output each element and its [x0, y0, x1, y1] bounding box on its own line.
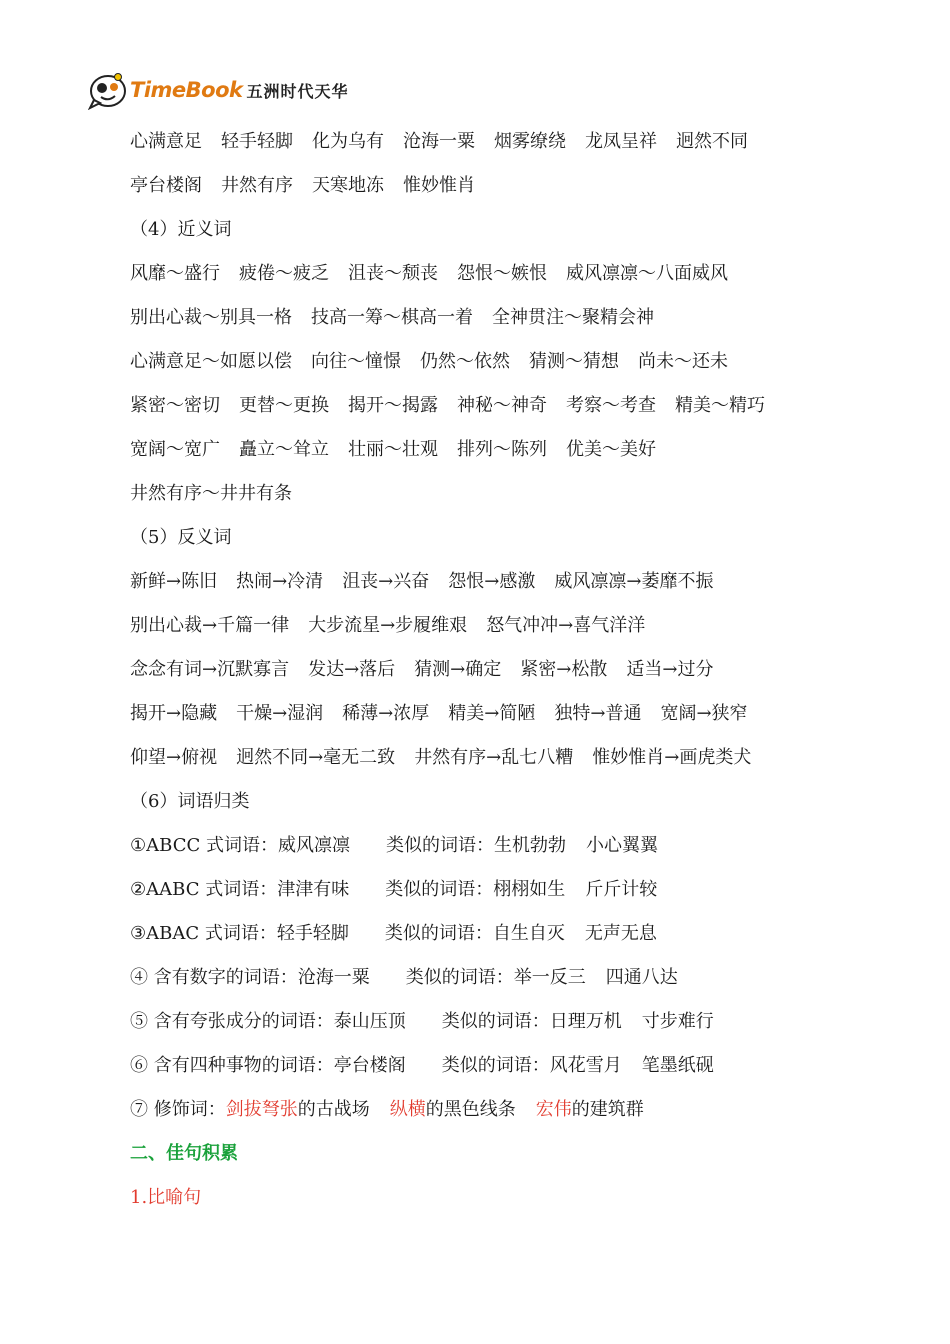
word-item: 稀薄→浓厚 — [342, 703, 430, 724]
word-item: 排列～陈列 — [457, 439, 547, 460]
word-item: 考察～考查 — [566, 395, 656, 416]
word-item: 宽阔→狭窄 — [660, 703, 748, 724]
word-item: 别出心裁～别具一格 — [130, 307, 292, 328]
timebook-logo-icon — [88, 70, 128, 110]
word-item: 干燥→湿润 — [236, 703, 324, 724]
modifier-rest-2: 的黑色线条 — [425, 1099, 516, 1120]
category-extra: 小心翼翼 — [585, 835, 658, 856]
vocabulary-lines — [130, 120, 830, 824]
word-item: 宽阔～宽广 — [130, 439, 220, 460]
text-line — [130, 252, 830, 296]
category-extra: 斤斤计较 — [585, 879, 658, 900]
word-item: 风靡～盛行 — [130, 263, 220, 284]
subheading-line: （5）反义词 — [130, 527, 232, 548]
category-label: ⑥ 含有四种事物的词语：亭台楼阁 — [130, 1055, 406, 1076]
word-item: 仰望→俯视 — [130, 747, 218, 768]
word-item: 发达→落后 — [308, 659, 396, 680]
word-item: 威风凛凛～八面威风 — [566, 263, 728, 284]
word-item: 怒气冲冲→喜气洋洋 — [486, 615, 646, 636]
word-item: 别出心裁→千篇一律 — [130, 615, 290, 636]
word-item: 惟妙惟肖→画虎类犬 — [592, 747, 752, 768]
category-similar: 类似的词语：风花雪月 — [441, 1055, 622, 1076]
category-extra: 四通八达 — [605, 967, 678, 988]
word-item: 迥然不同→毫无二致 — [236, 747, 396, 768]
category-lines — [130, 824, 830, 1088]
word-item: 揭开～揭露 — [348, 395, 438, 416]
word-item: 壮丽～壮观 — [348, 439, 438, 460]
word-item: 念念有词→沉默寡言 — [130, 659, 290, 680]
text-line — [130, 340, 830, 384]
text-line — [130, 384, 830, 428]
text-line — [130, 296, 830, 340]
word-item: 独特→普通 — [554, 703, 642, 724]
word-item: 井然有序→乱七八糟 — [414, 747, 574, 768]
text-line — [130, 472, 830, 516]
word-item: 大步流星→步履维艰 — [308, 615, 468, 636]
word-item: 心满意足～如愿以偿 — [130, 351, 292, 372]
word-item: 全神贯注～聚精会神 — [492, 307, 654, 328]
category-label: ①ABCC 式词语：威风凛凛 — [130, 835, 350, 856]
word-item: 迥然不同 — [676, 131, 748, 152]
category-extra: 寸步难行 — [641, 1011, 714, 1032]
word-item: 猜测→确定 — [414, 659, 502, 680]
category-line — [130, 1044, 830, 1088]
modifier-red-2: 纵横 — [389, 1099, 426, 1120]
category-line — [130, 912, 830, 956]
word-item: 紧密→松散 — [520, 659, 608, 680]
modifier-red-1: 剑拔弩张 — [225, 1099, 298, 1120]
brand-name: TimeBook — [130, 78, 243, 102]
category-extra: 无声无息 — [584, 923, 657, 944]
category-line — [130, 1000, 830, 1044]
modifier-prefix: ⑦ 修饰词： — [130, 1099, 226, 1120]
word-item: 优美～美好 — [566, 439, 656, 460]
word-item: 仍然～依然 — [420, 351, 510, 372]
word-item: 烟雾缭绕 — [494, 131, 566, 152]
category-extra: 笔墨纸砚 — [641, 1055, 714, 1076]
category-line — [130, 868, 830, 912]
subheading-line: （6）词语归类 — [130, 791, 250, 812]
word-item: 井然有序～井井有条 — [130, 483, 292, 504]
word-item: 精美～精巧 — [675, 395, 765, 416]
text-line — [130, 648, 830, 692]
word-item: 猜测～猜想 — [529, 351, 619, 372]
category-label: ⑤ 含有夸张成分的词语：泰山压顶 — [130, 1011, 406, 1032]
word-item: 轻手轻脚 — [221, 131, 293, 152]
category-label: ②AABC 式词语：津津有味 — [130, 879, 350, 900]
word-item: 紧密～密切 — [130, 395, 220, 416]
category-label: ③ABAC 式词语：轻手轻脚 — [130, 923, 349, 944]
word-item: 精美→简陋 — [448, 703, 536, 724]
category-similar: 类似的词语：自生自灭 — [384, 923, 565, 944]
word-item: 技高一筹～棋高一着 — [311, 307, 473, 328]
text-line — [130, 120, 830, 164]
modifier-red-3: 宏伟 — [535, 1099, 572, 1120]
word-item: 热闹→冷清 — [236, 571, 324, 592]
text-line — [130, 692, 830, 736]
word-item: 适当→过分 — [626, 659, 714, 680]
subsection-heading: 1.比喻句 — [130, 1187, 202, 1208]
word-item: 更替～更换 — [239, 395, 329, 416]
word-item: 向往～憧憬 — [311, 351, 401, 372]
word-item: 神秘～神奇 — [457, 395, 547, 416]
modifier-rest-1: 的古战场 — [297, 1099, 370, 1120]
word-item: 龙凤呈祥 — [585, 131, 657, 152]
word-item: 亭台楼阁 — [130, 175, 202, 196]
word-item: 新鲜→陈旧 — [130, 571, 218, 592]
word-item: 惟妙惟肖 — [403, 175, 475, 196]
category-line — [130, 956, 830, 1000]
text-line — [130, 736, 830, 780]
word-item: 沮丧→兴奋 — [342, 571, 430, 592]
word-item: 尚未～还未 — [638, 351, 728, 372]
word-item: 天寒地冻 — [312, 175, 384, 196]
document-body — [130, 120, 830, 1220]
word-item: 矗立～耸立 — [239, 439, 329, 460]
modifier-line — [130, 1088, 830, 1132]
word-item: 井然有序 — [221, 175, 293, 196]
word-item: 心满意足 — [130, 131, 202, 152]
text-line — [130, 560, 830, 604]
word-item: 沧海一粟 — [403, 131, 475, 152]
word-item: 怨恨～嫉恨 — [457, 263, 547, 284]
category-similar: 类似的词语：举一反三 — [405, 967, 586, 988]
word-item: 威风凛凛→萎靡不振 — [554, 571, 714, 592]
category-similar: 类似的词语：栩栩如生 — [385, 879, 566, 900]
category-label: ④ 含有数字的词语：沧海一粟 — [130, 967, 370, 988]
word-item: 疲倦～疲乏 — [239, 263, 329, 284]
word-item: 揭开→隐藏 — [130, 703, 218, 724]
header — [88, 68, 349, 112]
word-item: 怨恨→感激 — [448, 571, 536, 592]
brand-name-cn: 五洲时代天华 — [246, 81, 349, 101]
section-heading: 二、佳句积累 — [130, 1143, 238, 1164]
category-similar: 类似的词语：日理万机 — [441, 1011, 622, 1032]
modifier-rest-3: 的建筑群 — [571, 1099, 644, 1120]
word-item: 化为乌有 — [312, 131, 384, 152]
text-line — [130, 164, 830, 208]
word-item: 沮丧～颓丧 — [348, 263, 438, 284]
category-line — [130, 824, 830, 868]
text-line — [130, 428, 830, 472]
text-line — [130, 604, 830, 648]
category-similar: 类似的词语：生机勃勃 — [385, 835, 566, 856]
subheading-line: （4）近义词 — [130, 219, 232, 240]
